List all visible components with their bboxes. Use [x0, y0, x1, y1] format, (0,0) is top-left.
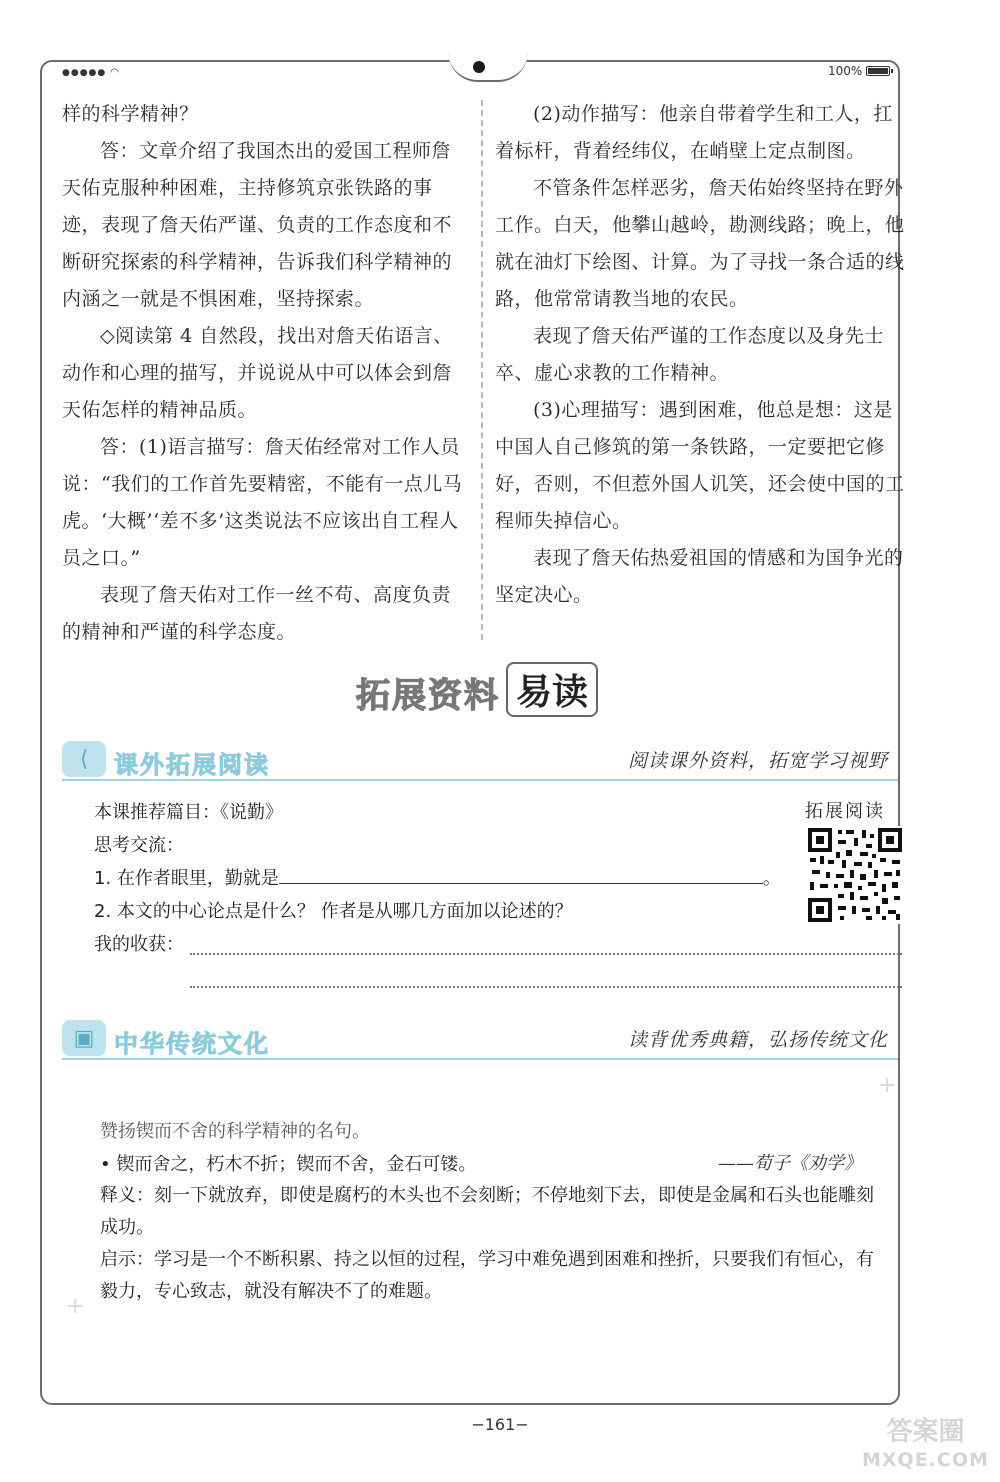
- paragraph: (3)心理描写：遇到困难，他总是想：这是中国人自己修筑的第一条铁路，一定要把它修好，否则，不但惹外国人讥笑，还会使中国的工程师失掉信心。: [495, 399, 905, 532]
- signal-indicator: [62, 67, 120, 78]
- share-icon: ⟨: [62, 741, 106, 777]
- paragraph: 表现了詹天佑热爱祖国的情感和为国争光的坚定决心。: [495, 547, 904, 606]
- classic-meaning: [100, 1180, 890, 1244]
- classic-quote: • 锲而舍之，朽木不折；锲而不舍，金石可镂。: [100, 1154, 477, 1175]
- paragraph: 答：文章介绍了我国杰出的爱国工程师詹天佑克服种种困难，主持修筑京张铁路的事迹，表现了詹天佑严谨、负责的工作态度和不断研究探索的科学精神，告诉我们科学精神的内涵之一就是不惧困难，坚持探索。: [62, 140, 453, 310]
- wifi-icon: ◠: [110, 67, 120, 78]
- paragraph: ◇阅读第 4 自然段，找出对詹天佑语言、动作和心理的描写，并说说从中可以体会到詹天佑怎样的精神品质。: [62, 325, 453, 421]
- extended-reading-header: [62, 741, 898, 781]
- section-tagline: 读背优秀典籍，弘扬传统文化: [627, 1029, 888, 1051]
- book-icon: ▣: [62, 1020, 106, 1056]
- recommend-line: 本课推荐篇目：《说勤》: [94, 802, 283, 823]
- paragraph: 样的科学精神？: [62, 103, 199, 125]
- section-title: 中华传统文化: [114, 1030, 270, 1058]
- battery-indicator: [828, 64, 890, 78]
- classic-insight: [100, 1244, 890, 1308]
- qr-code[interactable]: [806, 826, 904, 924]
- meaning-text: 释义：刻一下就放弃，即使是腐朽的木头也不会刻断；不停地刻下去，即使是金属和石头也能雕刻成功。: [100, 1185, 874, 1238]
- paragraph: 表现了詹天佑对工作一丝不苟、高度负责的精神和严谨的科学态度。: [62, 584, 452, 643]
- crop-mark: +: [66, 1294, 85, 1319]
- question-2: 2. 本文的中心论点是什么？ 作者是从哪几方面加以论述的？: [94, 901, 573, 922]
- harvest-line[interactable]: [190, 953, 902, 955]
- section-tagline: 阅读课外资料，拓宽学习视野: [627, 750, 888, 772]
- question-1-end: 。: [762, 868, 781, 889]
- battery-percent: 100%: [828, 64, 863, 78]
- paragraph: 答：(1)语言描写：詹天佑经常对工作人员说：“我们的工作首先要精密，不能有一点儿马虎。‘大概’‘差不多’这类说法不应该出自工程人员之口。”: [62, 436, 463, 569]
- question-1-text: 1. 在作者眼里，勤就是: [94, 868, 279, 889]
- crop-mark: +: [878, 1073, 897, 1098]
- answer-blank[interactable]: [279, 865, 763, 884]
- discuss-label: 思考交流：: [94, 835, 184, 856]
- watermark-url: MXQE.COM: [862, 1449, 989, 1471]
- paragraph: 表现了詹天佑严谨的工作态度以及身先士卒、虚心求教的工作精神。: [495, 325, 885, 384]
- traditional-culture-header: [62, 1020, 898, 1060]
- camera-dot: [473, 61, 485, 73]
- question-1: [94, 862, 781, 895]
- signal-dots: ●●●●●: [62, 68, 111, 78]
- qr-label: 拓展阅读: [805, 801, 885, 822]
- page-number: −161−: [471, 1415, 529, 1434]
- column-divider: [481, 100, 483, 640]
- harvest-label: 我的收获：: [94, 934, 184, 955]
- watermark-logo: [862, 1418, 989, 1474]
- battery-icon: [866, 66, 890, 76]
- classic-source: ——荀子《劝学》: [718, 1153, 862, 1174]
- right-text-column: [495, 96, 905, 614]
- watermark-text: 答案圈: [886, 1417, 965, 1447]
- paragraph: 不管条件怎样恶劣，詹天佑始终坚持在野外工作。白天，他攀山越岭，勘测线路；晚上，他就在油灯下绘图、计算。为了寻找一条合适的线路，他常常请教当地的农民。: [495, 177, 905, 310]
- banner-highlight: 易读: [506, 662, 598, 717]
- paragraph: (2)动作描写：他亲自带着学生和工人，扛着标杆，背着经纬仪，在峭壁上定点制图。: [495, 103, 893, 162]
- banner-title: 拓展资料: [356, 676, 500, 716]
- section-title: 课外拓展阅读: [114, 751, 270, 779]
- insight-text: 启示：学习是一个不断积累、持之以恒的过程，学习中难免遇到困难和挫折，只要我们有恒心，有毅力，专心致志，就没有解决不了的难题。: [100, 1249, 874, 1302]
- classic-intro: 赞扬锲而不舍的科学精神的名句。: [100, 1121, 370, 1142]
- section-banner: [356, 662, 598, 717]
- harvest-line[interactable]: [190, 986, 902, 988]
- left-text-column: [62, 96, 470, 651]
